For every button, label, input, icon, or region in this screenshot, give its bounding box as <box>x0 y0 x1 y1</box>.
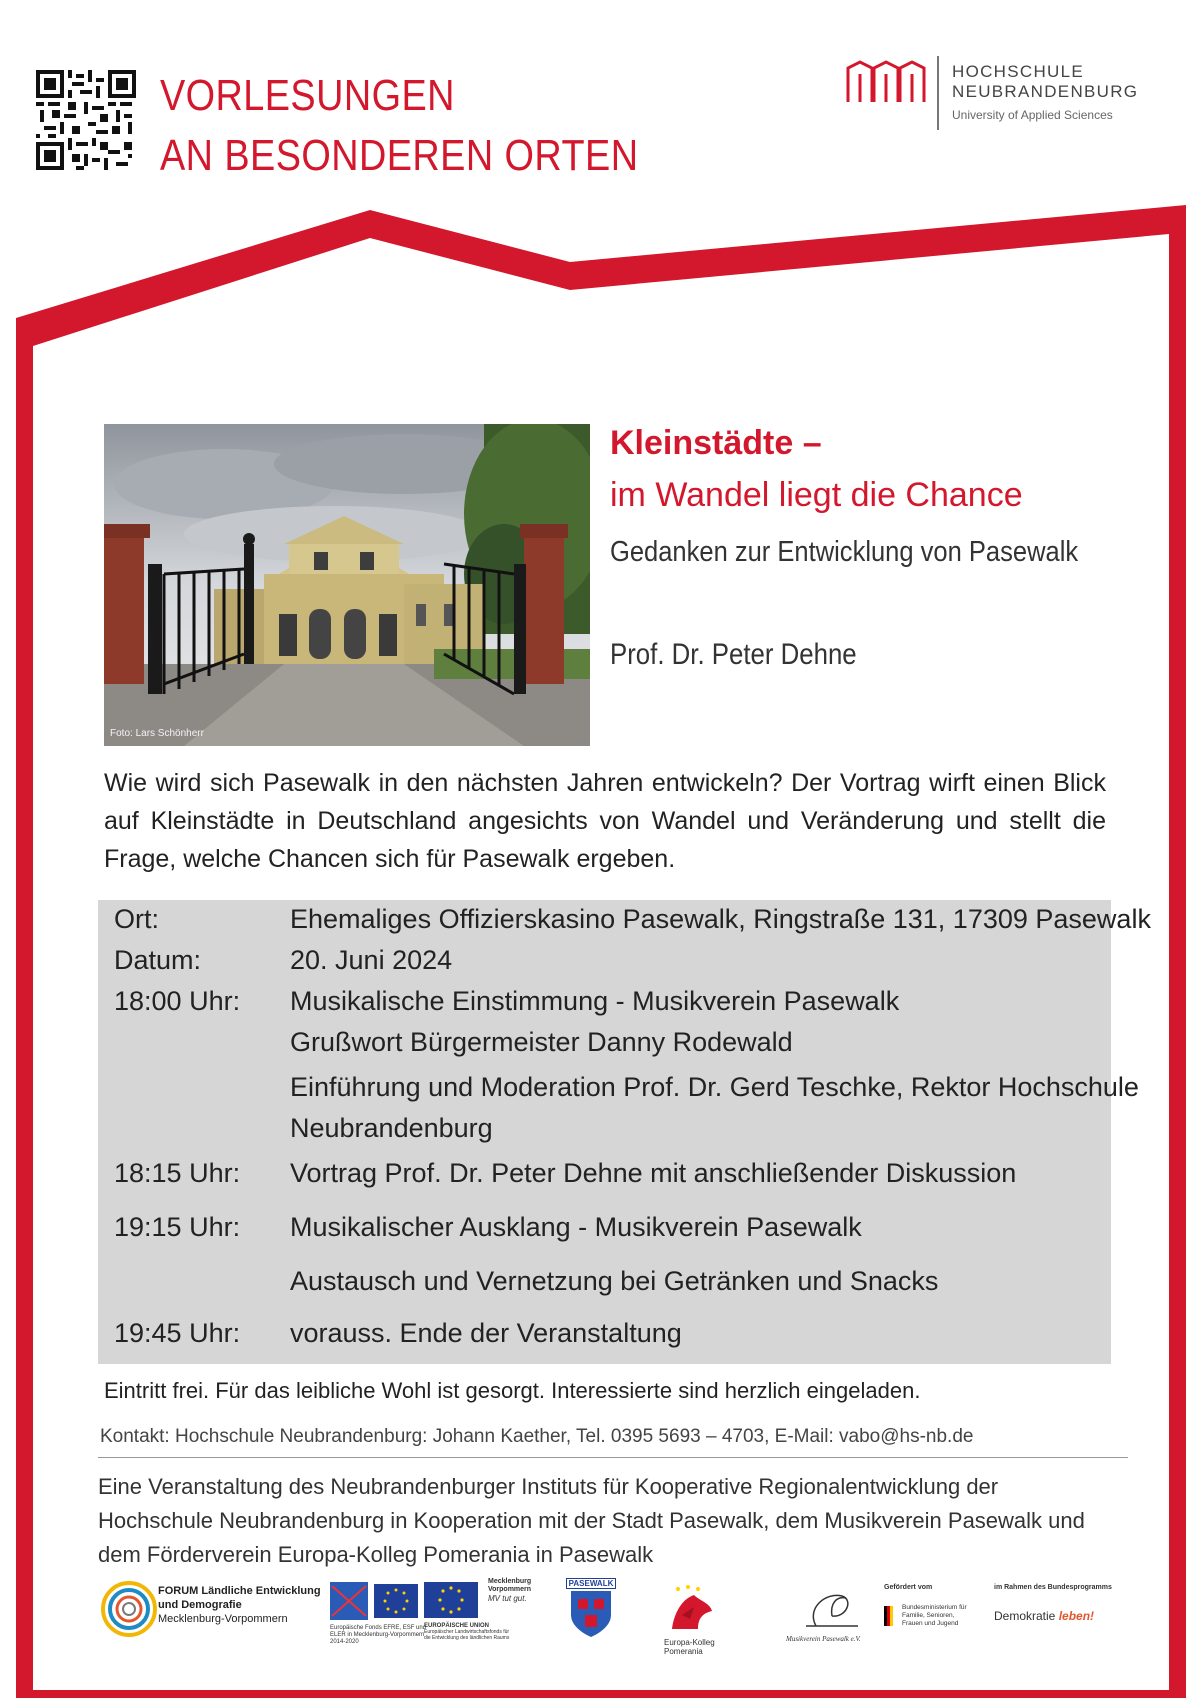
forum-line-2: und Demografie <box>158 1599 242 1611</box>
schedule-value: Musikalischer Ausklang - Musikverein Pasewalk <box>290 1212 862 1242</box>
europa-kolleg-logo <box>664 1585 734 1656</box>
schedule-value: Musikalische Einstimmung - Musikverein Pasewalk <box>290 986 900 1016</box>
coat-of-arms-icon <box>566 1589 616 1639</box>
admission-note: Eintritt frei. Für das leibliche Wohl ist gesorgt. Interessierte sind herzlich eingeladen. <box>104 1378 921 1403</box>
europa-kolleg-text: Europa-Kolleg Pomerania <box>664 1638 715 1656</box>
institution-line-2: NEUBRANDENBURG <box>952 82 1139 101</box>
eu-fonds-logo <box>330 1582 427 1645</box>
institution-name <box>952 62 1138 125</box>
demokratie-word: Demokratie <box>994 1609 1056 1623</box>
eu-fonds-text: Europäische Fonds EFRE, ESF und ELER in Mecklenburg-Vorpommern 2014-2020 <box>330 1625 427 1645</box>
logo-divider <box>937 56 939 130</box>
organizer-text: Eine Veranstaltung des Neubrandenburger Instituts für Kooperative Regionalentwicklung der Hochschule Neubrandenburg in Kooperation mit der Stadt Pasewalk, dem Musikverein Pasewalk und dem Förderverein Europa-Kolleg Pomerania in Pasewalk <box>98 1474 1085 1567</box>
eu-union-sub: Europäischer Landwirtschaftsfonds für die Entwicklung des ländlichen Raums <box>424 1629 510 1641</box>
musikverein-text: Musikverein Pasewalk e.V. <box>786 1635 861 1643</box>
german-flag-icon <box>884 1606 898 1626</box>
mv-text: Mecklenburg Vorpommern <box>488 1578 532 1593</box>
photo-credit: Foto: Lars Schönherr <box>110 728 204 739</box>
eu-stars-icon <box>424 1582 478 1618</box>
event-tagline: Gedanken zur Entwicklung von Pasewalk <box>610 536 1079 568</box>
event-description: Wie wird sich Pasewalk in den nächsten Jahren entwickeln? Der Vortrag wirft einen Blick auf Kleinstädte in Deutschland angesichts von Wandel und Veränderung und stellt die Frage, welche Chancen sich für Pasewalk ergeben. <box>104 769 1106 873</box>
schedule-label: Datum: <box>114 945 202 975</box>
contact-line: Kontakt: Hochschule Neubrandenburg: Johann Kaether, Tel. 0395 5693 – 4703, E-Mail: vabo@hs-nb.de <box>100 1426 974 1447</box>
eu-flag-icon <box>330 1582 420 1620</box>
series-line-2: AN BESONDEREN ORTEN <box>160 131 639 180</box>
bmfsfj-intro: Gefördert vom <box>884 1584 933 1591</box>
demokratie-intro: im Rahmen des Bundesprogramms <box>994 1584 1112 1591</box>
series-line-1: VORLESUNGEN <box>160 71 455 120</box>
officers-casino-photo <box>104 424 590 746</box>
eu-union-text: EUROPÄISCHE UNION <box>424 1623 490 1629</box>
bmfsfj-logo <box>884 1584 976 1644</box>
griffin-icon <box>664 1585 716 1633</box>
schedule-value: Einführung und Moderation Prof. Dr. Gerd Teschke, Rektor Hochschule <box>290 1072 1139 1102</box>
forum-line-1: FORUM Ländliche Entwicklung <box>158 1585 321 1597</box>
qr-code-icon[interactable] <box>36 70 136 170</box>
schedule-value: vorauss. Ende der Veranstaltung <box>290 1318 682 1348</box>
schedule-value: Vortrag Prof. Dr. Peter Dehne mit anschließender Diskussion <box>290 1158 1017 1188</box>
bmfsfj-text: Bundesministerium für Familie, Senioren, Frauen und Jugend <box>902 1604 967 1627</box>
schedule-label: 19:45 Uhr: <box>114 1318 241 1348</box>
pasewalk-coat-of-arms <box>566 1578 616 1646</box>
event-subtitle: im Wandel liegt die Chance <box>610 476 1023 514</box>
pasewalk-label: PASEWALK <box>566 1578 616 1589</box>
leben-word: leben! <box>1058 1609 1095 1623</box>
demokratie-leben-logo <box>994 1584 1112 1634</box>
forum-line-3: Mecklenburg-Vorpommern <box>158 1613 288 1625</box>
musikverein-signet-icon <box>786 1588 876 1630</box>
mv-logo <box>488 1578 554 1628</box>
divider <box>98 1457 1128 1458</box>
schedule-label: 18:00 Uhr: <box>114 986 241 1016</box>
event-speaker: Prof. Dr. Peter Dehne <box>610 638 857 671</box>
forum-logo <box>100 1578 320 1640</box>
schedule-label: Ort: <box>114 904 159 934</box>
institution-sub: University of Applied Sciences <box>952 108 1113 122</box>
series-title <box>160 66 638 186</box>
schedule-value: 20. Juni 2024 <box>290 945 453 975</box>
institution-line-1: HOCHSCHULE <box>952 62 1085 81</box>
mv-slogan: MV tut gut. <box>488 1594 527 1603</box>
forum-circles-icon <box>100 1580 158 1638</box>
schedule-label: 18:15 Uhr: <box>114 1158 241 1188</box>
hochschule-logo-icon <box>846 60 926 104</box>
musikverein-logo <box>786 1588 878 1648</box>
schedule-label: 19:15 Uhr: <box>114 1212 241 1242</box>
event-title: Kleinstädte – <box>610 424 822 462</box>
schedule-value: Ehemaliges Offizierskasino Pasewalk, Ringstraße 131, 17309 Pasewalk <box>290 904 1151 934</box>
schedule-value: Austausch und Vernetzung bei Getränken und Snacks <box>290 1266 939 1296</box>
schedule-value: Grußwort Bürgermeister Danny Rodewald <box>290 1027 793 1057</box>
schedule-value: Neubrandenburg <box>290 1113 493 1143</box>
